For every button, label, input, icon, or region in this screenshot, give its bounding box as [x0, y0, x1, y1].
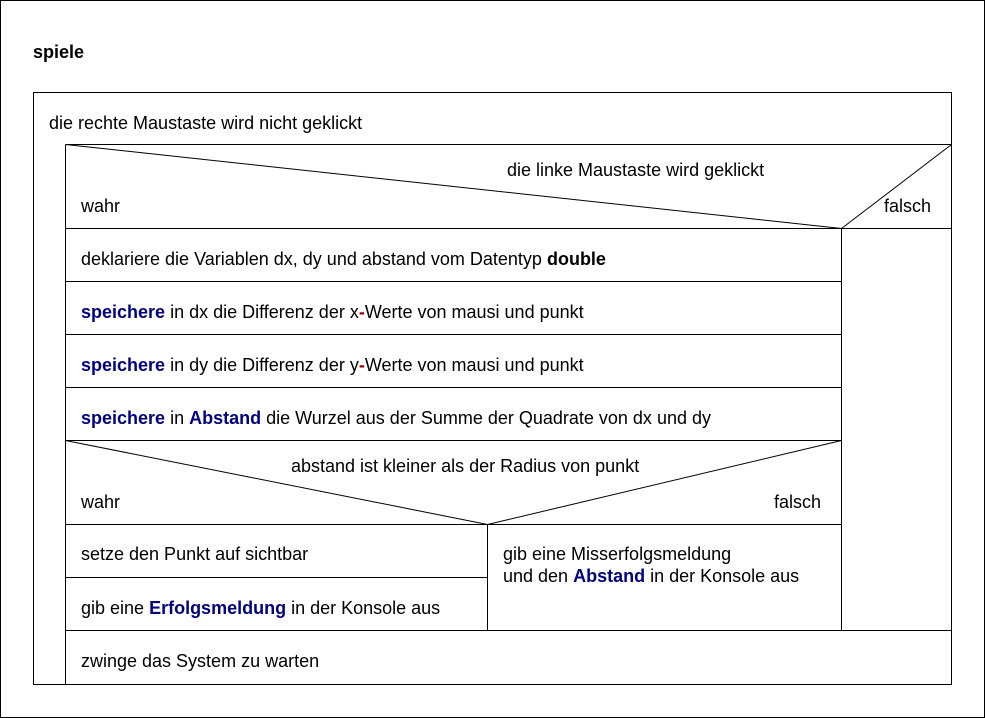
abstand-text-post: die Wurzel aus der Summe der Quadrate von dx und dy — [261, 408, 711, 428]
branch2-true-label: wahr — [81, 492, 121, 512]
branch2-false-label: falsch — [774, 492, 822, 512]
branch2-diagonal-left — [66, 441, 488, 525]
failure-pre: und den — [503, 566, 574, 586]
branch2-condition: abstand ist kleiner als der Radius von punkt — [291, 456, 640, 476]
loop-block — [34, 93, 952, 685]
declare-text: deklariere die Variablen dx, dy und abstand vom Datentyp — [81, 249, 547, 269]
keyword-speichere: speichere — [81, 408, 166, 428]
abstand-in: in — [165, 408, 190, 428]
dy-text-pre: in dy die Differenz der y — [165, 355, 359, 375]
dx-dash: - — [358, 302, 365, 322]
diagram-title: spiele — [33, 42, 85, 62]
failure-post: in der Konsole aus — [645, 566, 800, 586]
statement-failure-line1: gib eine Misserfolgsmeldung — [503, 544, 732, 564]
variable-erfolgsmeldung: Erfolgsmeldung — [149, 598, 287, 618]
branch1-true-label: wahr — [81, 196, 121, 216]
success-post: in der Konsole aus — [286, 598, 441, 618]
statement-declare — [81, 250, 606, 268]
declare-type: double — [546, 249, 606, 269]
keyword-speichere: speichere — [81, 355, 166, 375]
statement-dx — [81, 303, 584, 321]
dx-text-post: Werte von mausi und punkt — [364, 302, 584, 322]
branch1-condition: die linke Maustaste wird geklickt — [507, 160, 765, 180]
branch1-diagonal-left — [66, 145, 842, 229]
statement-success — [81, 599, 440, 617]
variable-abstand: Abstand — [189, 408, 262, 428]
dx-text-pre: in dx die Differenz der x — [165, 302, 359, 322]
loop-condition: die rechte Maustaste wird nicht geklickt — [49, 113, 363, 133]
statement-dy — [81, 356, 584, 374]
statement-set-visible: setze den Punkt auf sichtbar — [81, 544, 309, 564]
success-pre: gib eine — [81, 598, 150, 618]
dy-dash: - — [358, 355, 365, 375]
statement-failure-line2 — [503, 567, 799, 585]
keyword-speichere: speichere — [81, 302, 166, 322]
variable-abstand: Abstand — [573, 566, 646, 586]
statement-abstand — [81, 409, 711, 427]
branch1-false-label: falsch — [884, 196, 932, 216]
statement-wait: zwinge das System zu warten — [81, 651, 320, 671]
dy-text-post: Werte von mausi und punkt — [364, 355, 584, 375]
